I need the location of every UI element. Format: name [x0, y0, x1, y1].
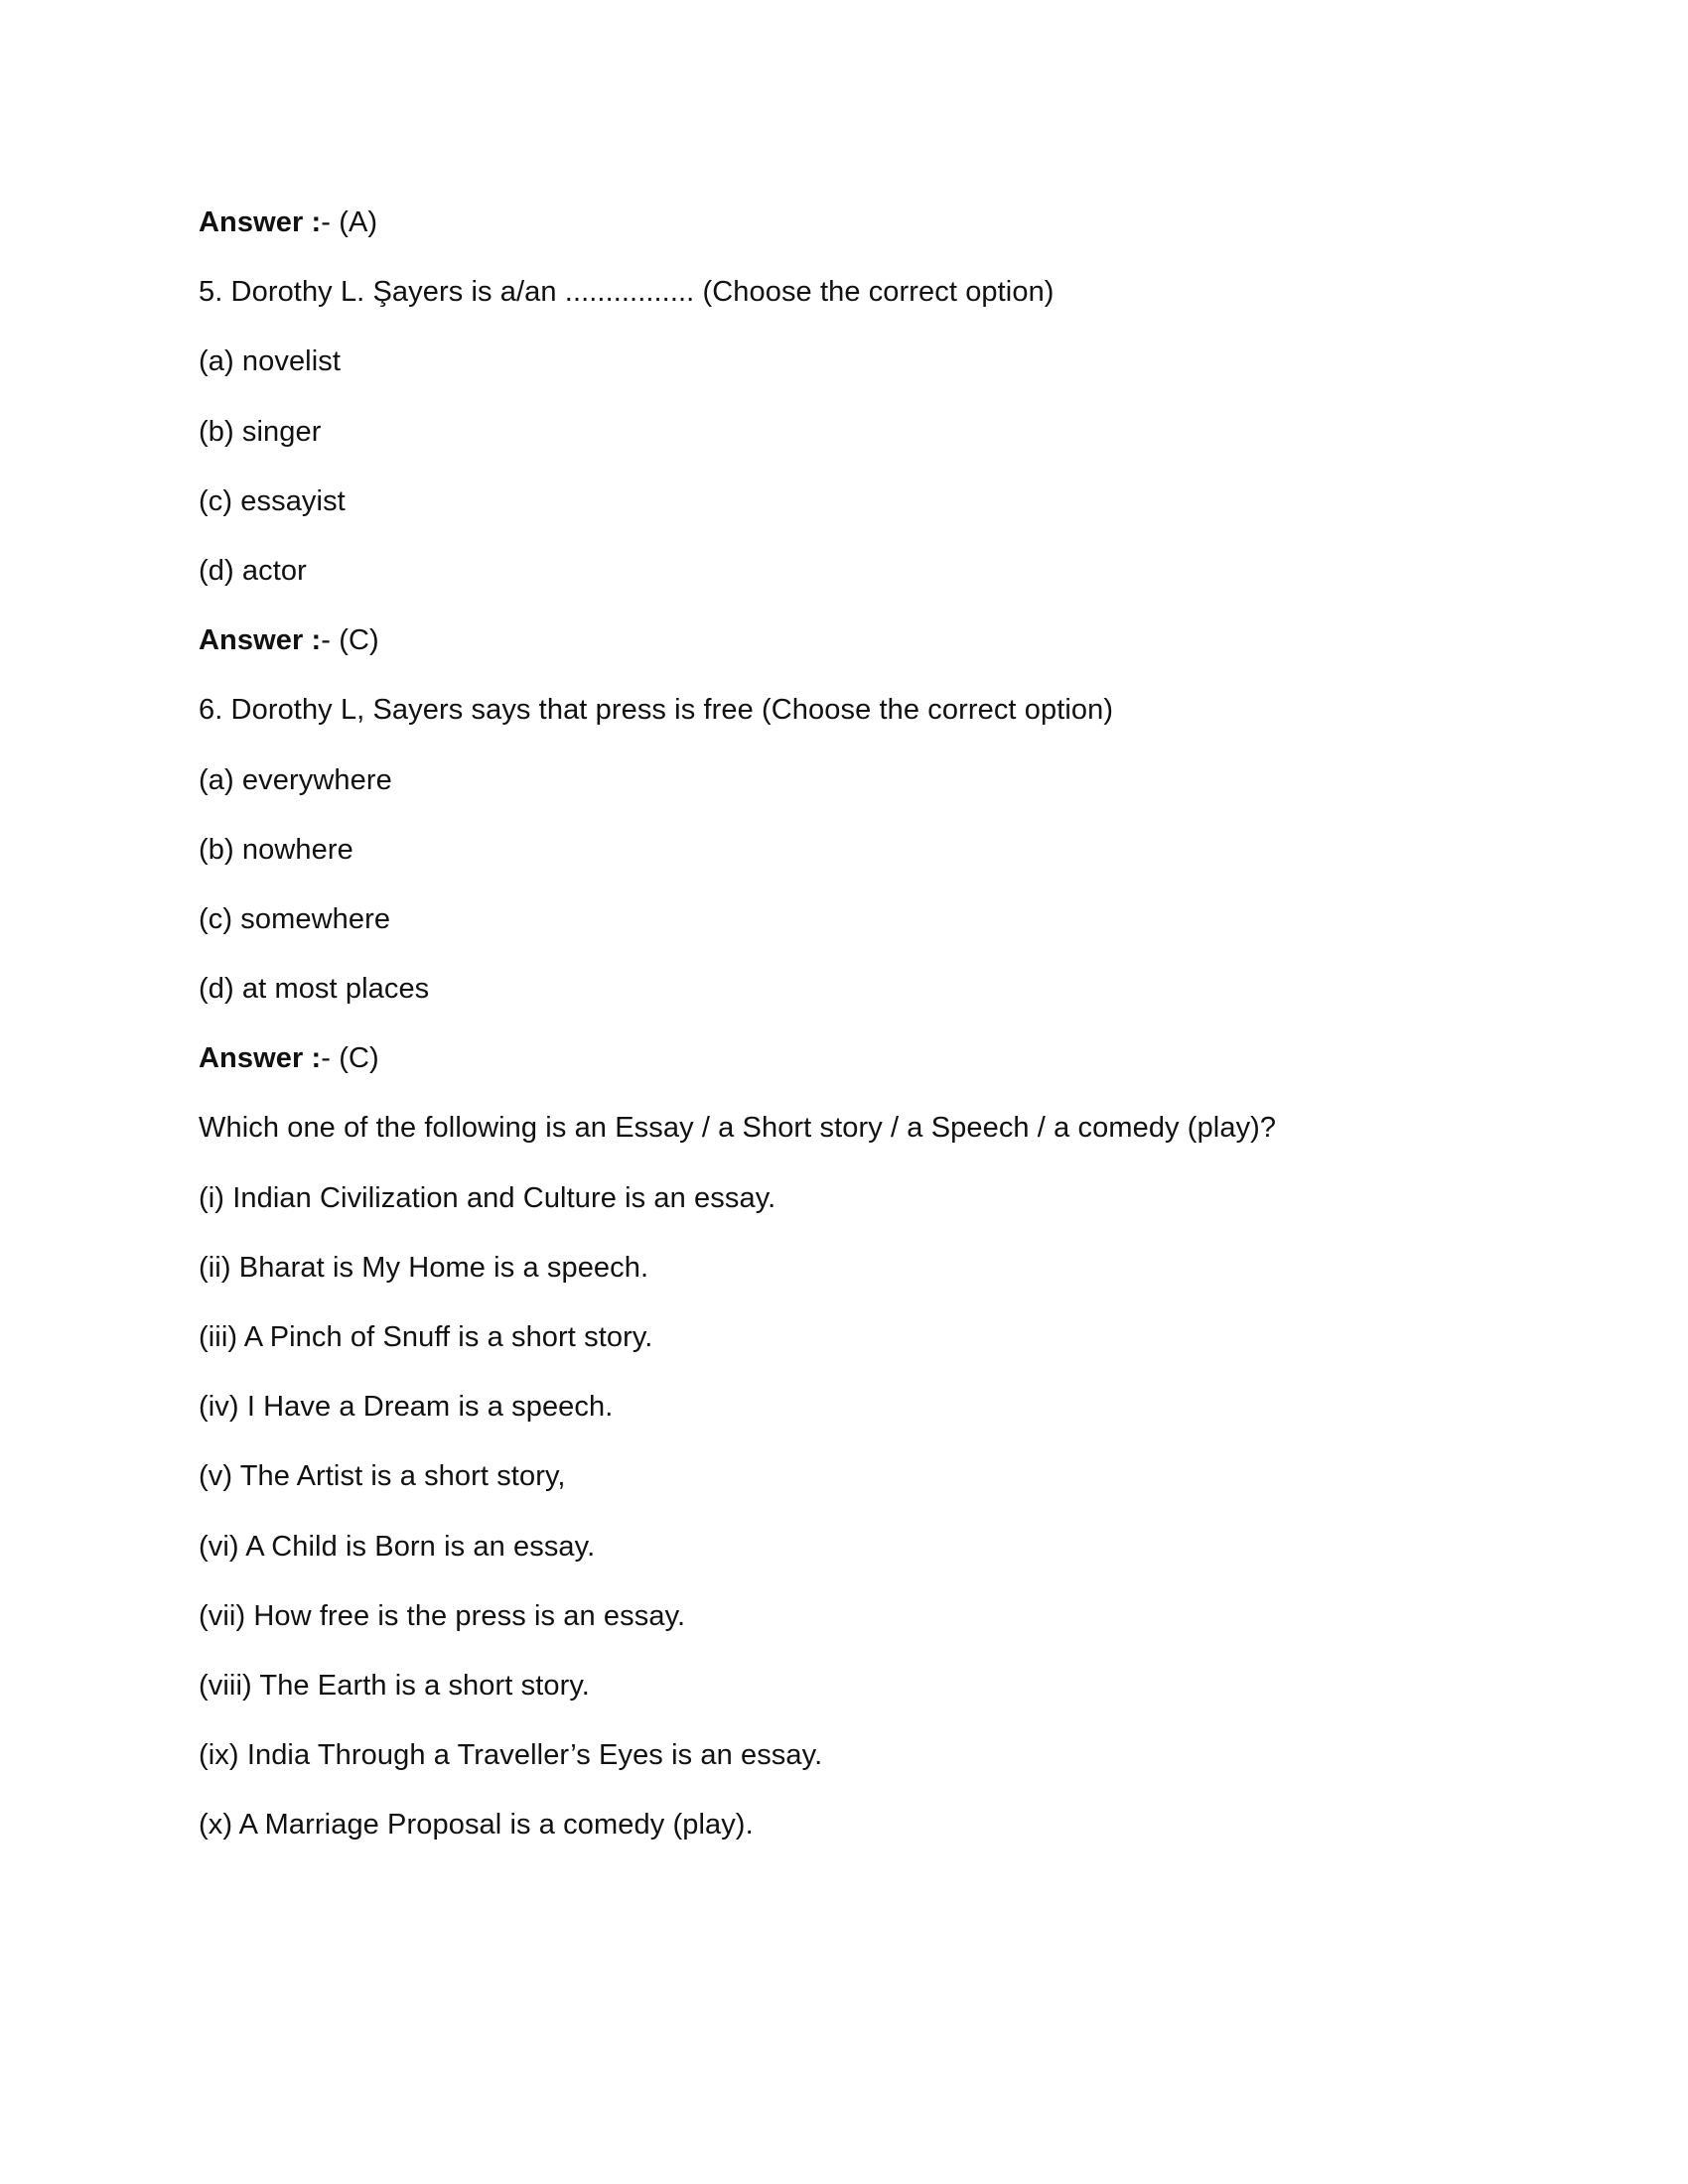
- option-line: (a) everywhere: [199, 763, 392, 796]
- option-line: (c) essayist: [199, 484, 346, 517]
- answer-line: [199, 203, 1489, 272]
- list-item: (iii) A Pinch of Snuff is a short story.: [199, 1321, 653, 1353]
- answer-label: Answer :: [199, 624, 322, 657]
- list-item: (ii) Bharat is My Home is a speech.: [199, 1251, 649, 1284]
- question-classification: Which one of the following is an Essay / a Short story / a Speech / a comedy (play)?: [199, 1112, 1277, 1145]
- list-item: (viii) The Earth is a short story.: [199, 1669, 590, 1702]
- option-line: (d) actor: [199, 554, 307, 587]
- list-item: (vii) How free is the press is an essay.: [199, 1599, 686, 1632]
- question-5: 5. Dorothy L. Şayers is a/an ................ (Choose the correct option): [199, 276, 1055, 309]
- list-item: (ix) India Through a Traveller’s Eyes is an essay.: [199, 1739, 823, 1772]
- document-page: [199, 203, 1489, 1875]
- option-line: (a) novelist: [199, 345, 342, 378]
- list-item: (v) The Artist is a short story,: [199, 1460, 566, 1493]
- list-item: (x) A Marriage Proposal is a comedy (play).: [199, 1809, 754, 1842]
- answer-value: - (C): [321, 1042, 379, 1075]
- answer-label: Answer :: [199, 1042, 322, 1075]
- answer-line: [199, 1038, 1489, 1108]
- question-6: 6. Dorothy L, Sayers says that press is free (Choose the correct option): [199, 694, 1114, 727]
- list-item: (iv) I Have a Dream is a speech.: [199, 1391, 614, 1424]
- list-item: (vi) A Child is Born is an essay.: [199, 1530, 596, 1563]
- option-line: (b) singer: [199, 415, 322, 448]
- answer-line: [199, 620, 1489, 690]
- answer-label: Answer :: [199, 206, 322, 238]
- option-line: (b) nowhere: [199, 833, 353, 866]
- list-item: (i) Indian Civilization and Culture is an essay.: [199, 1181, 776, 1214]
- answer-value: - (C): [321, 624, 379, 657]
- option-line: (c) somewhere: [199, 902, 391, 935]
- option-line: (d) at most places: [199, 973, 430, 1006]
- answer-value: - (A): [321, 206, 378, 238]
